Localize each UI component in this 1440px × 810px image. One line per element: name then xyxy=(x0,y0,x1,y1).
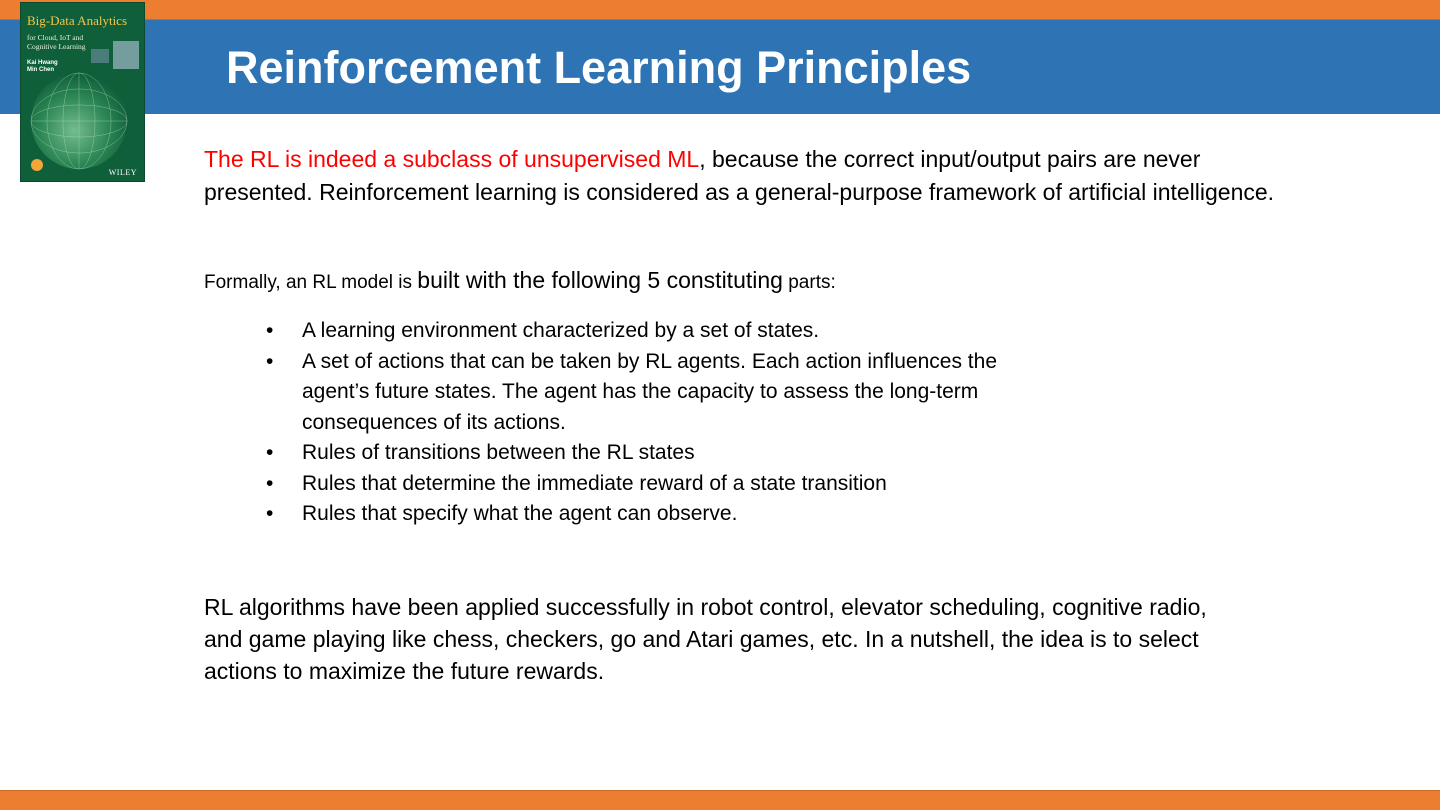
intro-paragraph xyxy=(204,143,1314,209)
list-item xyxy=(266,316,1056,347)
bullet-icon: • xyxy=(266,319,274,342)
list-item-text: Rules that specify what the agent can observe. xyxy=(302,502,738,525)
list-item xyxy=(266,469,1056,500)
cover-title: Big-Data Analytics xyxy=(27,13,128,28)
slide-title: Reinforcement Learning Principles xyxy=(226,42,972,93)
slide-body xyxy=(204,143,1314,684)
list-item xyxy=(266,499,1056,530)
bullet-icon: • xyxy=(266,502,274,525)
bullet-icon: • xyxy=(266,471,274,495)
highlighted-statement: The RL is indeed a subclass of unsupervised ML xyxy=(204,146,700,172)
bullet-icon: • xyxy=(266,441,274,464)
cover-subtitle: for Cloud, IoT and Cognitive Learning xyxy=(27,33,86,51)
list-item xyxy=(266,438,1056,469)
definition-emphasis: built with the following 5 constituting xyxy=(417,267,783,293)
cover-publisher: WILEY xyxy=(108,168,137,177)
book-cover-image xyxy=(21,3,144,181)
list-item-text: A learning environment characterized by a set of states. xyxy=(302,319,820,342)
bottom-accent-strip xyxy=(0,790,1440,810)
cover-authors xyxy=(27,60,58,74)
bullet-icon: • xyxy=(266,349,274,373)
intro-text: , because the correct input/output pairs are never presented. Reinforcement learning is considered as a general-purpose framework of artificial intelligence. xyxy=(204,146,1275,205)
cover-author: Min Chen xyxy=(27,67,54,73)
list-item-text: Rules that determine the immediate reward of a state transition xyxy=(302,471,887,495)
definition-lead: Formally, an RL model is xyxy=(204,272,418,293)
cover-author: Kai Hwang xyxy=(27,60,58,66)
list-item-text: Rules of transitions between the RL states xyxy=(302,441,695,464)
book-cover-artwork xyxy=(21,3,144,181)
list-item-text: A set of actions that can be taken by RL agents. Each action influences the agent’s future states. The agent has the capacity to assess the long-term consequences of its actions. xyxy=(302,349,997,434)
constituting-parts-list xyxy=(266,316,1056,530)
definition-tail: parts: xyxy=(782,272,836,293)
applications-paragraph: RL algorithms have been applied successfully in robot control, elevator scheduling, cognitive radio, and game playing like chess, checkers, go and Atari games, etc. In a nutshell, the idea is to select actions to maximize the future rewards. xyxy=(204,594,1207,684)
top-accent-strip xyxy=(0,0,1440,20)
list-item xyxy=(266,347,1056,439)
model-definition-line xyxy=(204,263,836,300)
